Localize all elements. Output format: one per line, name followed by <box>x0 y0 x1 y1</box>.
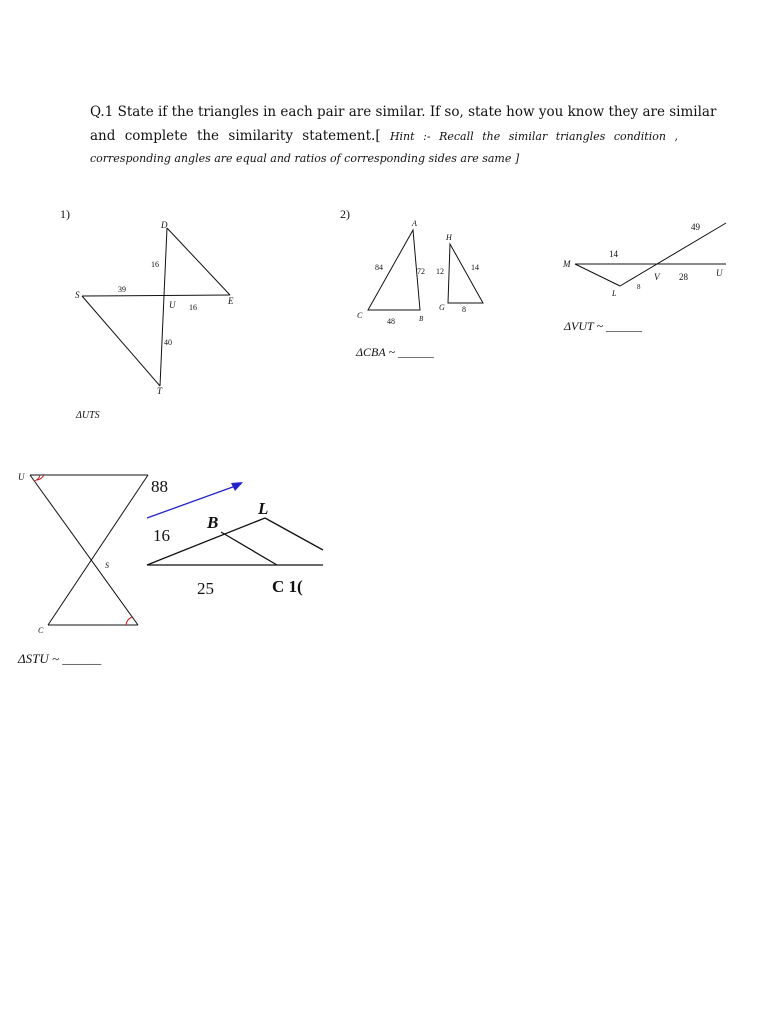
value-su: 39 <box>118 285 126 294</box>
label-d: D <box>161 220 168 230</box>
label-m: M <box>563 259 571 269</box>
problem-2-statement: ΔCBA ~ ______ <box>356 345 434 359</box>
value-big: 49 <box>691 222 700 232</box>
label-u: U <box>18 472 25 482</box>
value-du: 16 <box>151 260 159 269</box>
problem-4-statement: ΔSTU ~ ______ <box>18 651 102 666</box>
problem-3-statement: ΔVUT ~ ______ <box>564 319 642 333</box>
problem-1-number: 1) <box>60 207 70 221</box>
value-ut: 40 <box>164 338 172 347</box>
angle-mark-u-2 <box>37 475 44 480</box>
problem-5-figure <box>145 468 325 598</box>
value-mv: 14 <box>609 249 618 259</box>
label-e: E <box>228 296 234 306</box>
label-s: S <box>75 290 80 300</box>
label-l: L <box>258 499 269 518</box>
angle-mark-u <box>34 475 40 481</box>
label-b: B <box>207 513 219 532</box>
segment-l-right <box>265 518 323 550</box>
question-line-1: Q.1 State if the triangles in each pair are similar. If so, state how you know they are similar <box>90 104 717 120</box>
value-cb: 48 <box>387 317 395 326</box>
hint-text: Hint :- Recall the similar triangles condition , <box>389 130 678 143</box>
value-hg: 12 <box>436 267 444 276</box>
problem-2-number: 2) <box>340 207 350 221</box>
label-h: H <box>446 233 452 242</box>
label-a: A <box>412 219 417 228</box>
label-l: L <box>612 289 617 298</box>
segment-bc <box>221 532 277 565</box>
problem-1-statement-cut: ΔUTS <box>76 410 100 421</box>
label-b: B <box>419 315 424 323</box>
problem-4-figure <box>0 460 160 660</box>
question-line-3: corresponding angles are equal and ratios of corresponding sides are same ] <box>90 152 520 165</box>
label-g: G <box>439 303 445 312</box>
blue-arrow-head <box>231 482 243 491</box>
value-mid: 16 <box>153 526 170 545</box>
problem-1-figure <box>50 200 250 420</box>
question-line-2 <box>90 124 678 149</box>
label-c: C 1( <box>272 577 303 596</box>
value-ue: 16 <box>189 303 197 312</box>
angle-mark-t <box>126 617 132 625</box>
segment-diag-1 <box>30 475 138 625</box>
question-line-2-start: and complete the similarity statement.[ <box>90 128 390 144</box>
value-g-side: 8 <box>462 305 466 314</box>
label-c: C <box>38 626 44 635</box>
segment-diag-2 <box>48 475 148 625</box>
question-block <box>90 100 717 169</box>
value-vu: 28 <box>679 272 688 282</box>
segment-ml <box>575 264 620 286</box>
value-top: 88 <box>151 477 168 496</box>
value-ca: 84 <box>375 263 383 272</box>
segment-dt <box>160 228 167 386</box>
label-t: T <box>157 386 163 396</box>
value-bottom: 25 <box>197 579 214 598</box>
label-u: U <box>716 268 723 278</box>
value-lv: 8 <box>637 283 641 291</box>
segment-st <box>82 296 160 386</box>
segment-lu-long <box>620 223 726 286</box>
triangle-hg <box>448 244 483 303</box>
label-c: C <box>357 311 363 320</box>
segment-se <box>82 295 230 296</box>
label-v: V <box>654 272 660 282</box>
segment-de <box>167 228 230 295</box>
value-h-side: 14 <box>471 263 479 272</box>
problem-3-figure <box>560 210 735 300</box>
value-ab: 72 <box>417 267 425 276</box>
label-u: U <box>169 300 176 310</box>
label-s: S <box>105 561 109 570</box>
